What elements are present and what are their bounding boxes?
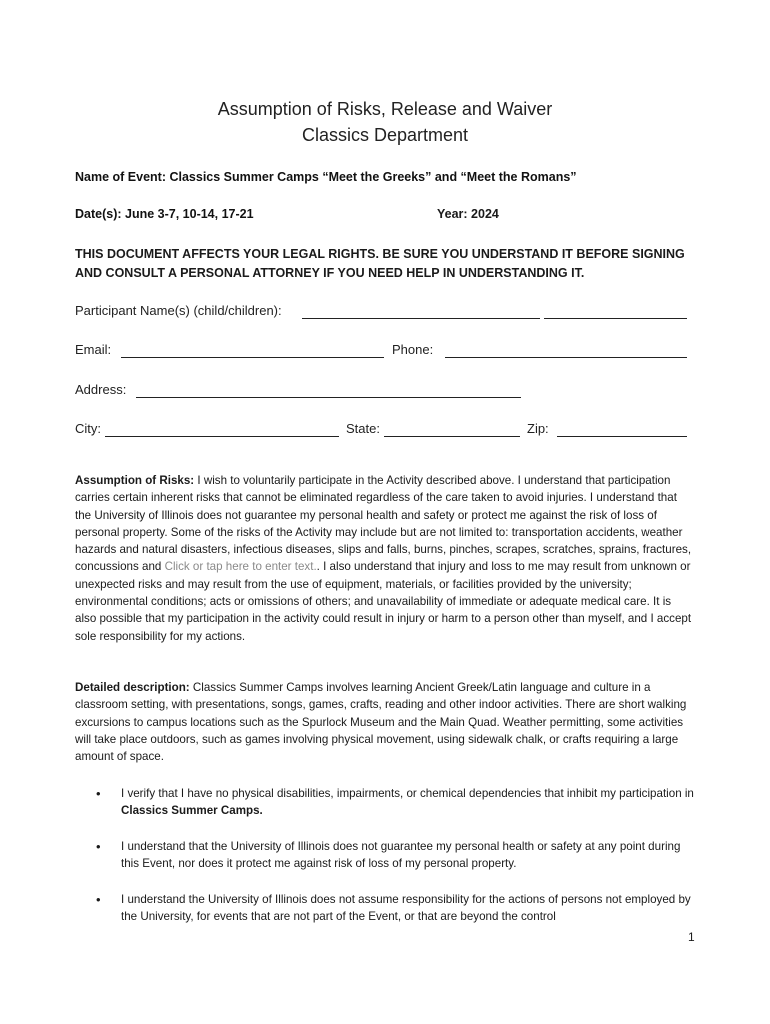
assumption-text-1: I wish to voluntarily participate in the Activity described above. I understand that participation carries certain inherent risks that cannot be eliminated regardless of the care taken to avoid injuries. I understand that the University of Illinois does not guarantee my personal health and safety or protect me against the risk of loss of personal property. Some of the risks of the Activity may include but are not limited to: transportation accidents, weather hazards and natural disasters, infectious diseases, slips and falls, burns, pinches, scrapes, scratches, sprains, fractures, concussions and xyxy=(75,474,692,574)
zip-label: Zip: xyxy=(527,421,549,436)
assumption-of-risks-paragraph xyxy=(75,472,695,645)
assumption-heading: Assumption of Risks: xyxy=(75,474,195,487)
zip-field[interactable] xyxy=(557,436,687,437)
bullet-bold-text: Classics Summer Camps. xyxy=(121,804,263,818)
city-label: City: xyxy=(75,421,101,436)
document-subtitle: Classics Department xyxy=(301,125,469,145)
risks-text-input[interactable]: Click or tap here to enter text. xyxy=(164,560,317,574)
event-year: Year: 2024 xyxy=(437,207,499,221)
legal-warning: THIS DOCUMENT AFFECTS YOUR LEGAL RIGHTS. BE SURE YOU UNDERSTAND IT BEFORE SIGNING AND CONSULT A PERSONAL ATTORNEY IF YOU NEED HELP IN UNDERSTANDING IT. xyxy=(75,247,685,280)
detailed-description-paragraph xyxy=(75,679,695,765)
bullet-icon: • xyxy=(96,839,101,854)
state-label: State: xyxy=(346,421,380,436)
email-field[interactable] xyxy=(121,357,384,358)
bullet-icon: • xyxy=(96,786,101,801)
participant-label: Participant Name(s) (child/children): xyxy=(75,303,282,318)
description-heading: Detailed description: xyxy=(75,681,190,694)
state-field[interactable] xyxy=(384,436,520,437)
bullet-icon: • xyxy=(96,892,101,907)
address-label: Address: xyxy=(75,382,127,397)
document-title: Assumption of Risks, Release and Waiver xyxy=(217,99,553,119)
city-field[interactable] xyxy=(105,436,339,437)
email-label: Email: xyxy=(75,342,112,357)
page-number: 1 xyxy=(688,930,695,944)
event-dates: Date(s): June 3-7, 10-14, 17-21 xyxy=(75,207,254,221)
address-field[interactable] xyxy=(136,397,521,398)
phone-field[interactable] xyxy=(445,357,687,358)
assumption-text-2: . I also understand that injury and loss to me may result from unknown or unexpected risks and may result from the use of equipment, materials, or facilities provided by the university; environmental conditions; acts or omissions of others; and unavailability of immediate or adequate medical care. It is also possible that my participation in the activity could result in injury or harm to a person other than myself, and I accept sole responsibility for my actions. xyxy=(75,560,692,643)
event-name: Name of Event: Classics Summer Camps “Meet the Greeks” and “Meet the Romans” xyxy=(75,170,577,184)
bullet-text: I understand the University of Illinois does not assume responsibility for the actions of persons not employed by the University, for events that are not part of the Event, or that are beyond the control xyxy=(121,893,691,924)
bullet-text: I understand that the University of Illinois does not guarantee my personal health or safety at any point during this Event, nor does it protect me against risk of loss of my personal property. xyxy=(121,840,681,871)
phone-label: Phone: xyxy=(392,342,434,357)
bullet-text: I verify that I have no physical disabilities, impairments, or chemical dependencies that inhibit my participation in xyxy=(121,787,694,800)
description-text: Classics Summer Camps involves learning Ancient Greek/Latin language and culture in a classroom setting, with presentations, songs, games, crafts, reading and other indoor activities. There are short walking excursions to campus locations such as the Spurlock Museum and the Main Quad. Weather permitting, some activities will take place outdoors, such as games involving physical movement, using sidewalk chalk, or crafts requiring a large amount of space. xyxy=(75,681,687,764)
participant-name-field[interactable] xyxy=(302,318,540,319)
participant-name-field-2[interactable] xyxy=(544,318,687,319)
